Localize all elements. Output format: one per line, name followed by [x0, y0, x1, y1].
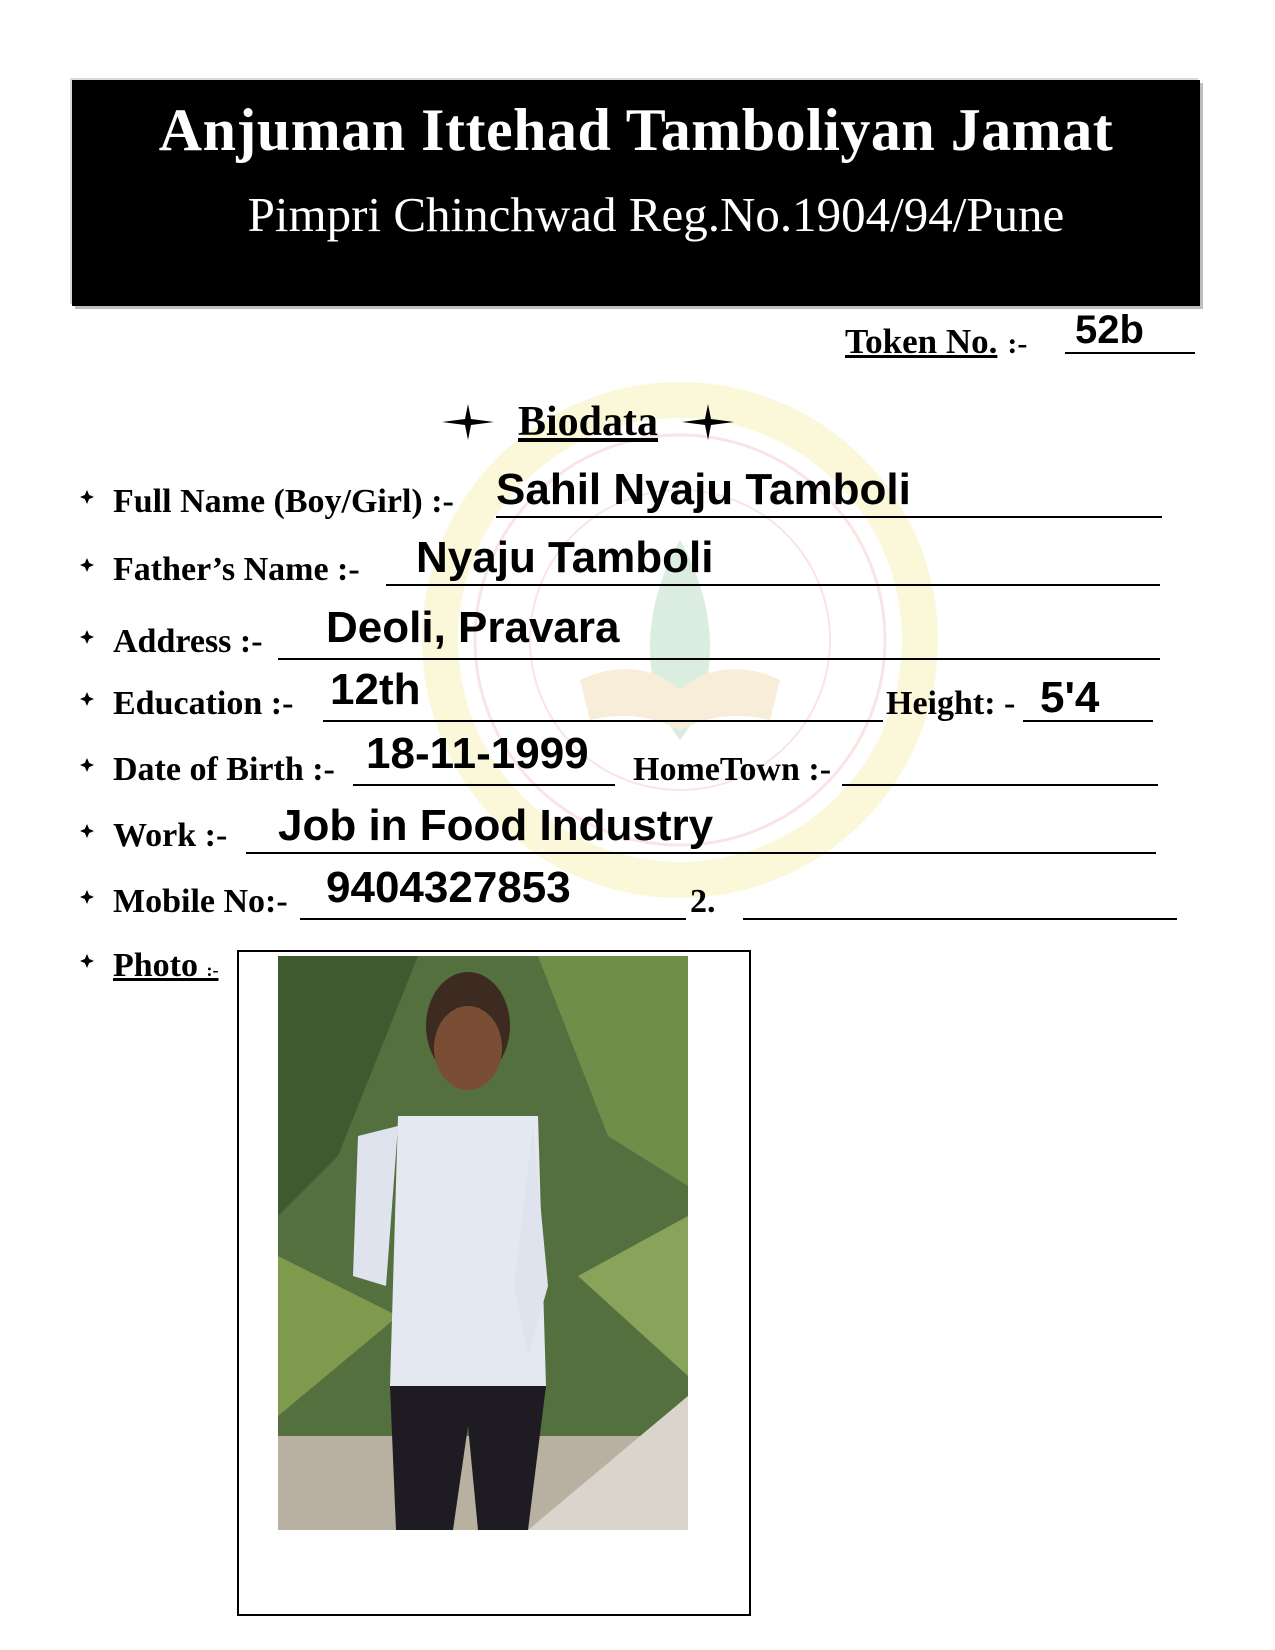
- mobile-underline: [300, 918, 686, 920]
- diamond-bullet-icon: [78, 952, 96, 970]
- candidate-photo: [278, 956, 688, 1530]
- second-mobile-underline: [743, 918, 1177, 920]
- address-label: Address :-: [113, 623, 263, 660]
- registration-subtitle: Pimpri Chinchwad Reg.No.1904/94/Pune: [247, 187, 1065, 242]
- token-number: [845, 308, 1144, 362]
- token-label: Token No.: [845, 322, 998, 361]
- mobile-label: Mobile No:-: [113, 883, 288, 920]
- work-value: Job in Food Industry: [278, 801, 714, 850]
- father-name-row: [78, 533, 1178, 594]
- diamond-bullet-icon: [78, 756, 96, 774]
- second-mobile-label: 2.: [690, 883, 716, 920]
- work-label: Work :-: [113, 817, 228, 854]
- dob-value: 18-11-1999: [366, 729, 589, 778]
- father-name-label: Father’s Name :-: [113, 551, 360, 588]
- full-name-label: Full Name (Boy/Girl) :-: [113, 483, 454, 520]
- father-name-value: Nyaju Tamboli: [416, 533, 714, 582]
- hometown-label: HomeTown :-: [633, 751, 832, 788]
- token-separator: :-: [1007, 327, 1028, 360]
- work-underline: [246, 852, 1156, 854]
- organization-title: Anjuman Ittehad Tamboliyan Jamat: [158, 97, 1114, 163]
- photo-label: Photo :-: [113, 947, 219, 984]
- mobile-value: 9404327853: [326, 863, 571, 912]
- education-row: [78, 665, 1178, 728]
- mobile-row: [78, 863, 1178, 926]
- dob-row: [78, 729, 1178, 794]
- education-label: Education :-: [113, 685, 294, 722]
- diamond-bullet-icon: [78, 690, 96, 708]
- header-banner: [72, 80, 1200, 306]
- education-underline: [323, 720, 883, 722]
- star-icon: [680, 402, 736, 442]
- dob-underline: [353, 784, 615, 786]
- diamond-bullet-icon: [78, 628, 96, 646]
- token-value: 52b: [1065, 308, 1195, 354]
- height-value: 5'4: [1040, 673, 1100, 722]
- address-row: [78, 603, 1178, 666]
- address-underline: [278, 658, 1160, 660]
- full-name-underline: [496, 516, 1162, 518]
- full-name-value: Sahil Nyaju Tamboli: [496, 465, 911, 514]
- star-icon: [440, 402, 496, 442]
- diamond-bullet-icon: [78, 556, 96, 574]
- diamond-bullet-icon: [78, 488, 96, 506]
- work-row: [78, 801, 1178, 860]
- education-value: 12th: [330, 665, 421, 714]
- biodata-title: Biodata: [518, 399, 659, 446]
- diamond-bullet-icon: [78, 822, 96, 840]
- father-name-underline: [386, 584, 1160, 586]
- height-label: Height: -: [886, 685, 1016, 722]
- hometown-underline: [842, 784, 1158, 786]
- biodata-heading: [440, 395, 736, 446]
- full-name-row: [78, 465, 1178, 526]
- dob-label: Date of Birth :-: [113, 751, 335, 788]
- address-value: Deoli, Pravara: [326, 603, 620, 652]
- diamond-bullet-icon: [78, 888, 96, 906]
